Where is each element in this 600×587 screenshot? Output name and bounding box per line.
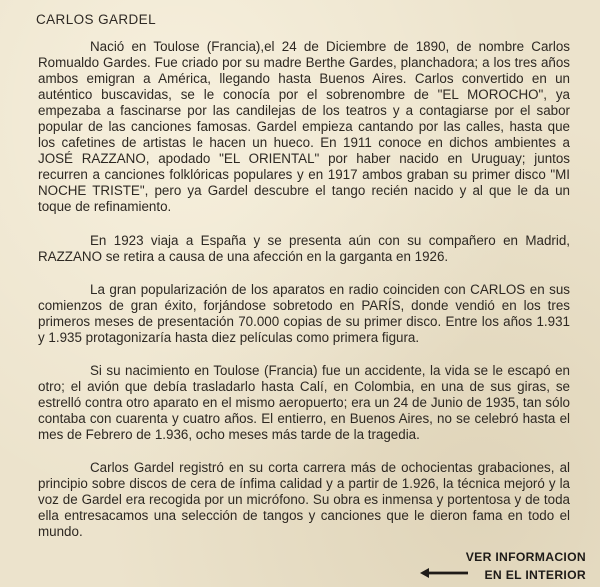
paragraph-recordings: Carlos Gardel registró en su corta carrera más de ochocientas grabaciones, al principio sobre discos de cera de ínfima calidad y a partir de 1.926, la técnica mejoró y la voz de Gardel era recogida por un micrófono. Su obra es inmensa y portentosa y de toda ella entresacamos una selección de tangos y canciones que le dieron fama en todo el mundo.: [38, 460, 570, 540]
footer-line-2: EN EL INTERIOR: [484, 568, 586, 582]
paragraph-spain-trip: En 1923 viaja a España y se presenta aún con su compañero en Madrid, RAZZANO se retira a causa de una afección en la garganta en 1926.: [38, 232, 570, 264]
paragraph-radio-and-films: La gran popularización de los aparatos en radio coinciden con CARLOS en sus comienzos de gran éxito, forjándose sobretodo en PARÍS, donde vendió en los tres primeros meses de presentación 70.000 copias de su primer disco. Entre los años 1.931 y 1.935 protagonizaría hasta diez películas como primera figura.: [38, 281, 570, 345]
biography-text: [38, 39, 570, 557]
arrow-left-icon: [420, 566, 470, 580]
paragraph-death: Si su nacimiento en Toulose (Francia) fue un accidente, la vida se le escapó en otro; el avión que debía trasladarlo hasta Calí, en Colombia, en una de sus giras, se estrelló contra otro aparato en el mismo aeropuerto; era un 24 de Junio de 1935, tan sólo contaba con cuarenta y cuatro años. El entierro, en Buenos Aires, no se celebró hasta el mes de Febrero de 1.936, ocho meses más tarde de la tragedia.: [38, 362, 570, 442]
paragraph-birth-and-early-life: Nació en Toulose (Francia),el 24 de Diciembre de 1890, de nombre Carlos Romualdo Gardes. Fue criado por su madre Berthe Gardes, planchadora; a los tres años ambos emigran a América, llegando hasta Buenos Aires. Carlos convertido en un auténtico buscavidas, se le conocía por el sobrenombre de "EL MOROCHO", ya empezaba a fascinarse por las candilejas de los teatros y a contagiarse por el sabor popular de las canciones famosas. Gardel empieza cantando por las calles, hasta que los cafetines de artistas le hacen un hueco. En 1911 conoce en dichos ambientes a JOSÉ RAZZANO, apodado "EL ORIENTAL" por haber nacido en Uruguay; juntos recurren a canciones folklóricas populares y en 1917 ambos graban su primer disco "MI NOCHE TRISTE", pero ya Gardel descubre el tango recién nacido y al que le da un toque de refinamiento.: [38, 39, 570, 215]
page-heading: CARLOS GARDEL: [36, 12, 156, 27]
footer-line-1: VER INFORMACION: [465, 550, 586, 564]
see-inside-note: [466, 548, 586, 584]
